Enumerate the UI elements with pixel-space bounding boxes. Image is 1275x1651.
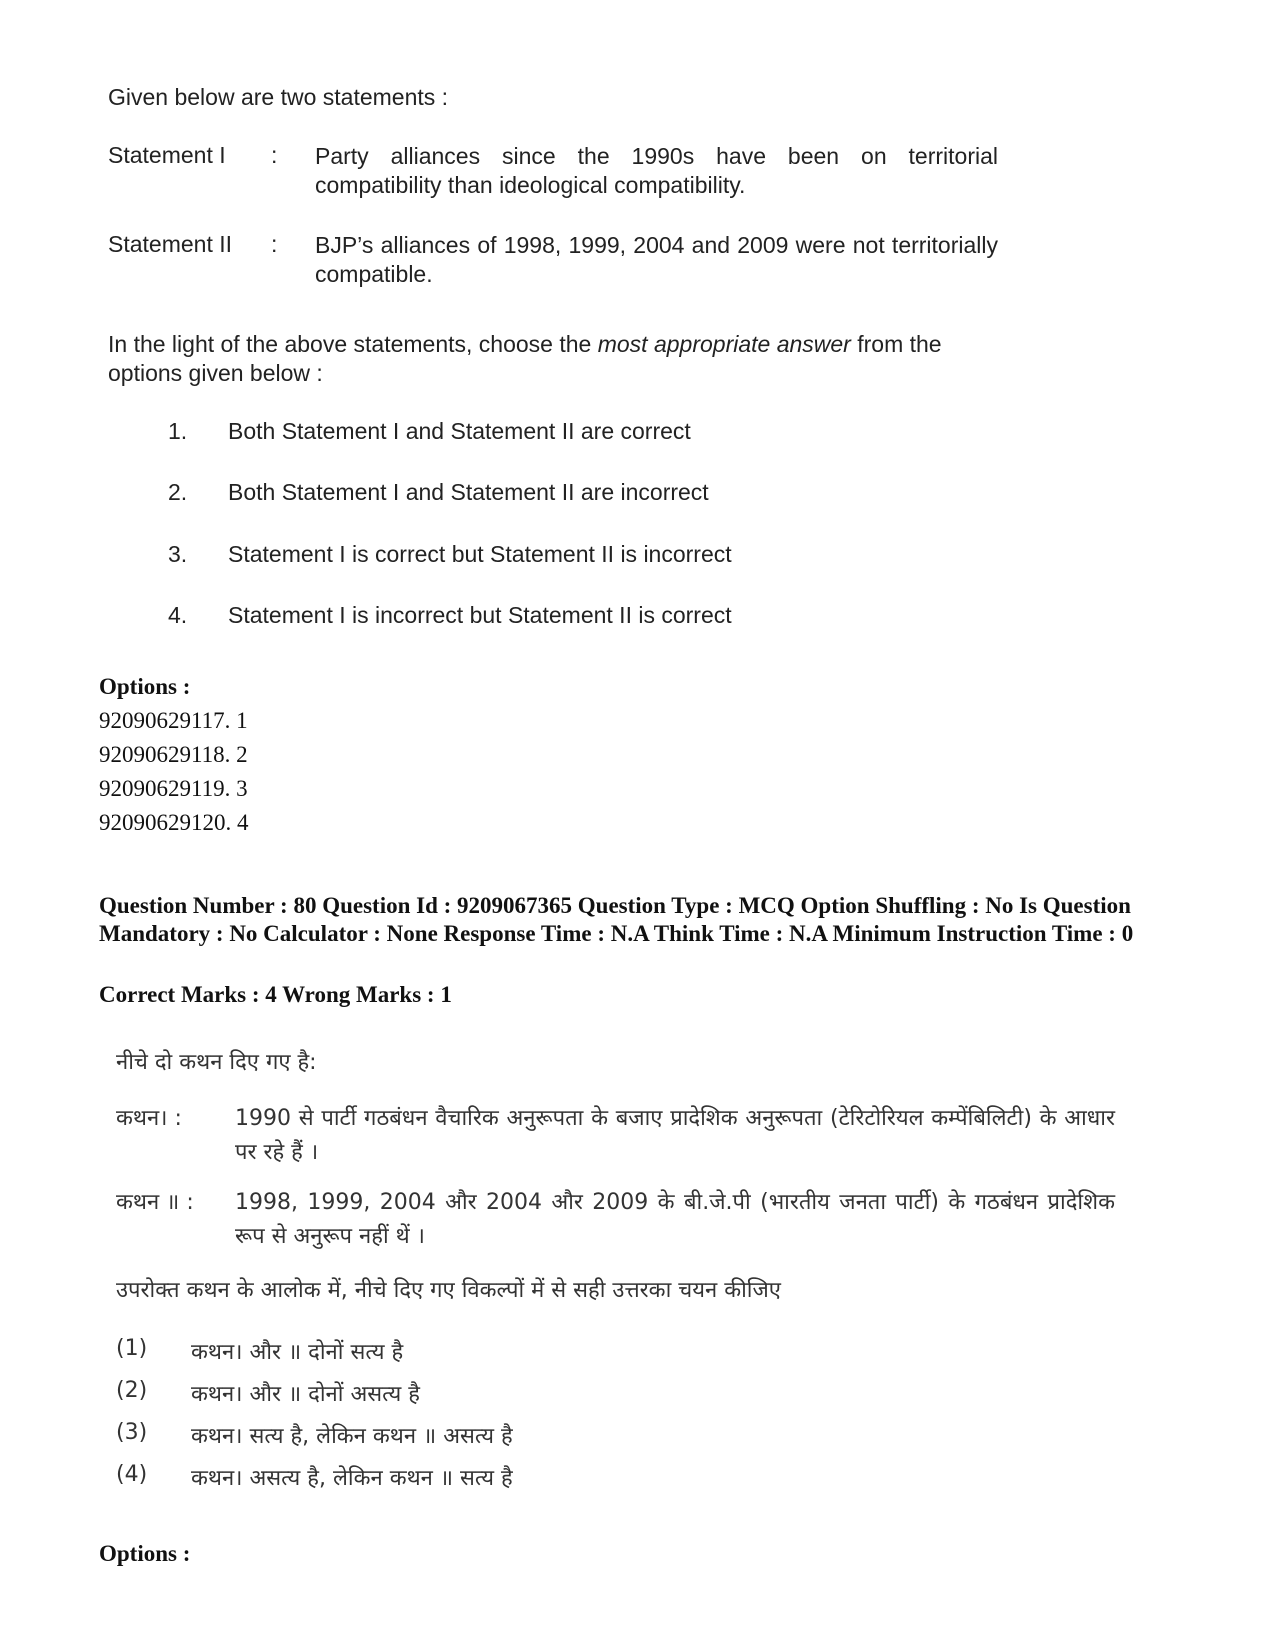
choice-number: 4. <box>168 602 188 628</box>
choice-number: 1. <box>168 418 188 444</box>
prompt-text-end: from the options given below : <box>108 331 942 386</box>
choice-text: Both Statement I and Statement II are incorrect <box>228 479 709 505</box>
statement-text: BJP’s alliances of 1998, 1999, 2004 and 2009 were not territorially compatible. <box>315 232 998 287</box>
choice-number: 3. <box>168 541 188 567</box>
choice-number: 2. <box>168 479 188 505</box>
prompt-emphasis: most appropriate answer <box>597 331 851 357</box>
question-metadata: Question Number : 80 Question Id : 9209067365 Question Type : MCQ Option Shuffling : No Is Question Mandatory : No Calculator : None Response Time : N.A Think Time : N.A Minimum Instruction Time : 0 <box>99 893 1134 946</box>
choice-text: कथन। असत्य है, लेकिन कथन ॥ सत्य है <box>191 1466 513 1491</box>
choice-text: कथन। और ॥ दोनों सत्य है <box>191 1340 404 1365</box>
statement-1 <box>116 1102 1116 1172</box>
statement-label: Statement I <box>108 142 226 168</box>
statement-text: Party alliances since the 1990s have been on territorial compatibility than ideological compatibility. <box>315 143 998 198</box>
options-heading: Options : <box>99 1541 191 1566</box>
choice-text: Statement I is incorrect but Statement II is correct <box>228 602 732 628</box>
marks-info: Correct Marks : 4 Wrong Marks : 1 <box>99 982 452 1007</box>
statement-label: Statement II <box>108 231 233 257</box>
choice-number: (1) <box>116 1336 148 1361</box>
choice-text: कथन। सत्य है, लेकिन कथन ॥ असत्य है <box>191 1424 513 1449</box>
question-prompt: उपरोक्त कथन के आलोक में, नीचे दिए गए विकल्पों में से सही उत्तरका चयन कीजिए <box>116 1278 781 1303</box>
statement-text: 1998, 1999, 2004 और 2004 और 2009 के बी.जे.पी (भारतीय जनता पार्टी) के गठबंधन प्रादेशिक रूप से अनुरूप नहीं थें । <box>235 1190 1115 1249</box>
question-intro: Given below are two statements : <box>108 84 449 110</box>
option-id: 92090629118. 2 <box>99 742 248 767</box>
choice-number: (3) <box>116 1420 148 1445</box>
option-id: 92090629120. 4 <box>99 810 249 835</box>
statement-text: 1990 से पार्टी गठबंधन वैचारिक अनुरूपता के बजाए प्रादेशिक अनुरूपता (टेरिटोरियल कम्पेंबिलिटी) के आधार पर रहे हैं । <box>235 1106 1115 1165</box>
question-intro: नीचे दो कथन दिए गए है: <box>116 1050 317 1075</box>
statement-2 <box>116 1186 1116 1256</box>
statement-label: कथन। : <box>116 1106 182 1131</box>
option-id: 92090629119. 3 <box>99 776 248 801</box>
option-id: 92090629117. 1 <box>99 708 248 733</box>
choice-text: कथन। और ॥ दोनों असत्य है <box>191 1382 420 1407</box>
statement-2 <box>108 231 998 291</box>
choice-text: Both Statement I and Statement II are correct <box>228 418 691 444</box>
statement-colon: : <box>271 231 278 257</box>
choice-number: (2) <box>116 1378 148 1403</box>
prompt-text: In the light of the above statements, choose the <box>108 331 598 357</box>
statement-label: कथन ॥ : <box>116 1190 194 1215</box>
statement-1 <box>108 142 998 202</box>
statement-colon: : <box>271 142 278 168</box>
options-heading: Options : <box>99 674 191 699</box>
choice-number: (4) <box>116 1462 148 1487</box>
question-prompt <box>108 330 998 388</box>
choice-text: Statement I is correct but Statement II is incorrect <box>228 541 732 567</box>
